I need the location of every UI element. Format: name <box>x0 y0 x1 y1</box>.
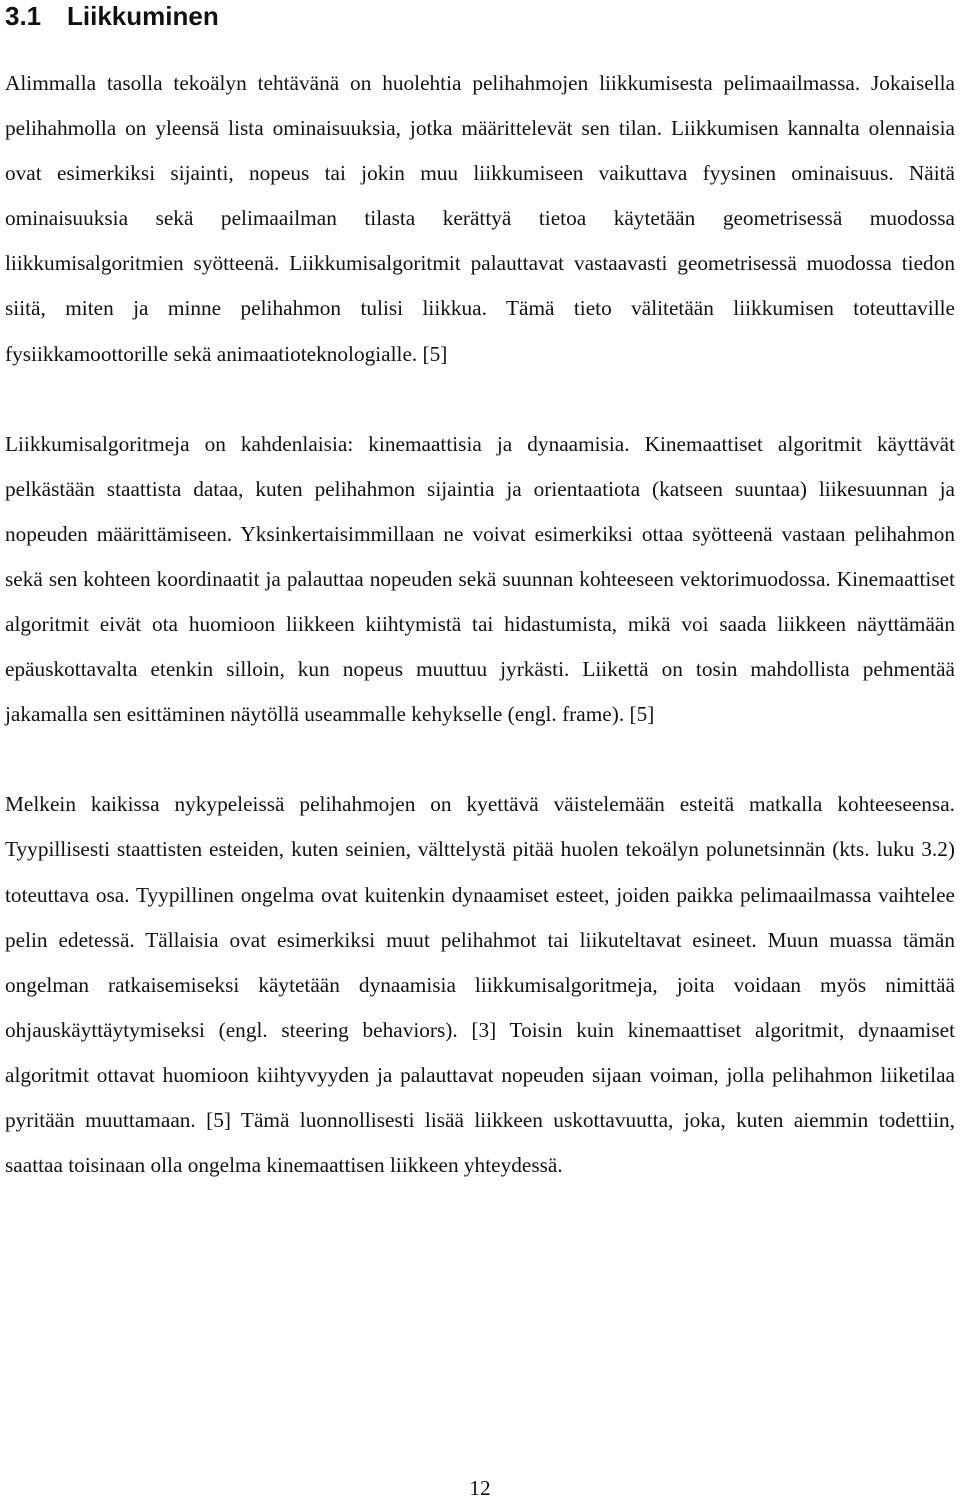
document-page <box>5 0 955 1188</box>
paragraph-kinematic-algorithms: Liikkumisalgoritmeja on kahdenlaisia: kinemaattisia ja dynaamisia. Kinemaattiset algoritmit käyttävät pelkästään staattista dataa, kuten pelihahmon sijaintia ja orientaatiota (katseen suuntaa) liikesuunnan ja nopeuden määrittämiseen. Yksinkertaisimmillaan ne voivat esimerkiksi ottaa syötteenä vastaan pelihahmon sekä sen kohteen koordinaatit ja palauttaa nopeuden sekä suunnan kohteeseen vektorimuodossa. Kinemaattiset algoritmit eivät ota huomioon liikkeen kiihtymistä tai hidastumista, mikä voi saada liikkeen näyttämään epäuskottavalta etenkin silloin, kun nopeus muuttuu jyrkästi. Liikettä on tosin mahdollista pehmentää jakamalla sen esittäminen näytöllä useammalle kehykselle (engl. frame). [5] <box>5 431 955 727</box>
section-title: Liikkuminen <box>67 1 219 31</box>
paragraph-dynamic-algorithms: Melkein kaikissa nykypeleissä pelihahmojen on kyettävä väistelemään esteitä matkalla kohteeseensa. Tyypillisesti staattisten esteiden, kuten seinien, välttelystä pitää huolen tekoälyn polunetsinnän (kts. luku 3.2) toteuttava osa. Tyypillinen ongelma ovat kuitenkin dynaamiset esteet, joiden paikka pelimaailmassa vaihtelee pelin edetessä. Tällaisia ovat esimerkiksi muut pelihahmot tai liikuteltavat esineet. Muun muassa tämän ongelman ratkaisemiseksi käytetään dynaamisia liikkumisalgoritmeja, joita voidaan myös nimittää ohjauskäyttäytymiseksi (engl. steering behaviors). [3] Toisin kuin kinemaattiset algoritmit, dynaamiset algoritmit ottavat huomioon kiihtyvyyden ja palauttavat nopeuden sijaan voiman, jolla pelihahmon liiketilaa pyritään muuttamaan. [5] Tämä luonnollisesti lisää liikkeen uskottavuutta, joka, kuten aiemmin todettiin, saattaa toisinaan olla ongelma kinemaattisen liikkeen yhteydessä. <box>5 792 955 1178</box>
paragraph-movement-intro: Alimmalla tasolla tekoälyn tehtävänä on huolehtia pelihahmojen liikkumisesta pelimaailmassa. Jokaisella pelihahmolla on yleensä lista ominaisuuksia, jotka määrittelevät sen tilan. Liikkumisen kannalta olennaisia ovat esimerkiksi sijainti, nopeus tai jokin muu liikkumiseen vaikuttava fyysinen ominaisuus. Näitä ominaisuuksia sekä pelimaailman tilasta kerättyä tietoa käytetään geometrisessä muodossa liikkumisalgoritmien syötteenä. Liikkumisalgoritmit palauttavat vastaavasti geometrisessä muodossa tiedon siitä, miten ja minne pelihahmon tulisi liikkua. Tämä tieto välitetään liikkumisen toteuttaville fysiikkamoottorille sekä animaatioteknologialle. [5] <box>5 71 955 366</box>
section-heading <box>5 0 955 31</box>
page-number: 12 <box>469 1476 491 1500</box>
section-number: 3.1 <box>5 1 42 31</box>
